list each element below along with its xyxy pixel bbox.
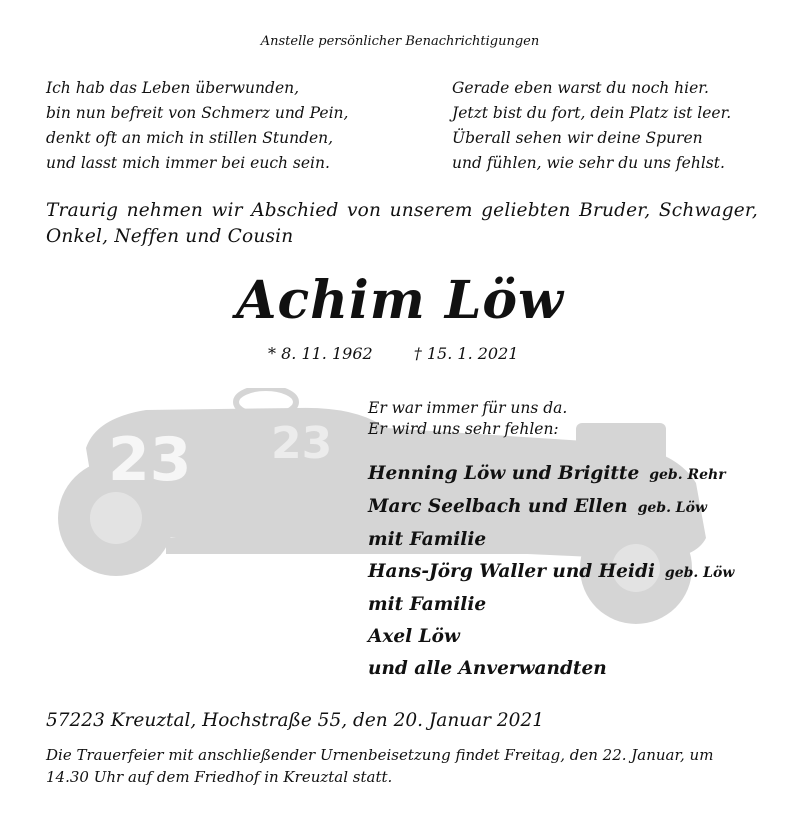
family-name: Henning Löw und Brigitte [368,463,640,484]
family-list [368,458,734,685]
car-number-side: 23 [271,418,333,469]
family-entry [368,491,734,524]
family-entry [368,524,734,556]
deceased-name: Achim Löw [236,270,564,331]
poem-line: bin nun befreit von Schmerz und Pein, [46,104,349,122]
poem-line: Jetzt bist du fort, dein Platz ist leer. [452,104,732,122]
family-name: Axel Löw [368,626,460,647]
header-note: Anstelle persönlicher Benachrichtigungen [260,34,540,49]
service-info: Die Trauerfeier mit anschließender Urnenbeisetzung findet Freitag, den 22. Januar, um 14.30 Uhr auf dem Friedhof in Kreuztal statt. [46,746,714,786]
poem-line: denkt oft an mich in stillen Stunden, [46,129,334,147]
location-date: 57223 Kreuztal, Hochstraße 55, den 20. Januar 2021 [46,710,544,731]
nee-label: geb. Löw [664,565,735,581]
family-entry [368,621,734,653]
family-name: und alle Anverwandten [368,658,607,679]
intro-text: Traurig nehmen wir Abschied von unserem geliebten Bruder, Schwager, Onkel, Neffen und Cousin [46,200,758,247]
family-entry [368,556,734,589]
poem-right [452,76,731,176]
family-name: mit Familie [368,594,487,615]
family-entry [368,589,734,621]
family-name: mit Familie [368,529,487,550]
death-date: † 15. 1. 2021 [413,344,519,363]
poem-line: Gerade eben warst du noch hier. [452,79,709,97]
family-name: Hans-Jörg Waller und Heidi [368,561,655,582]
family-name: Marc Seelbach und Ellen [368,496,628,517]
remember-text [368,398,567,440]
life-dates [268,344,518,363]
poem-line: und fühlen, wie sehr du uns fehlst. [452,154,725,172]
nee-label: geb. Rehr [649,467,726,483]
poem-left [46,76,348,176]
poem-line: Überall sehen wir deine Spuren [452,129,703,147]
poem-line: und lasst mich immer bei euch sein. [46,154,330,172]
birth-date: * 8. 11. 1962 [268,344,373,363]
poem-line: Ich hab das Leben überwunden, [46,79,300,97]
family-entry [368,458,734,491]
family-entry [368,653,734,685]
nee-label: geb. Löw [637,500,708,516]
remember-line: Er wird uns sehr fehlen: [368,420,559,438]
remember-line: Er war immer für uns da. [368,399,568,417]
car-number: 23 [108,425,192,495]
